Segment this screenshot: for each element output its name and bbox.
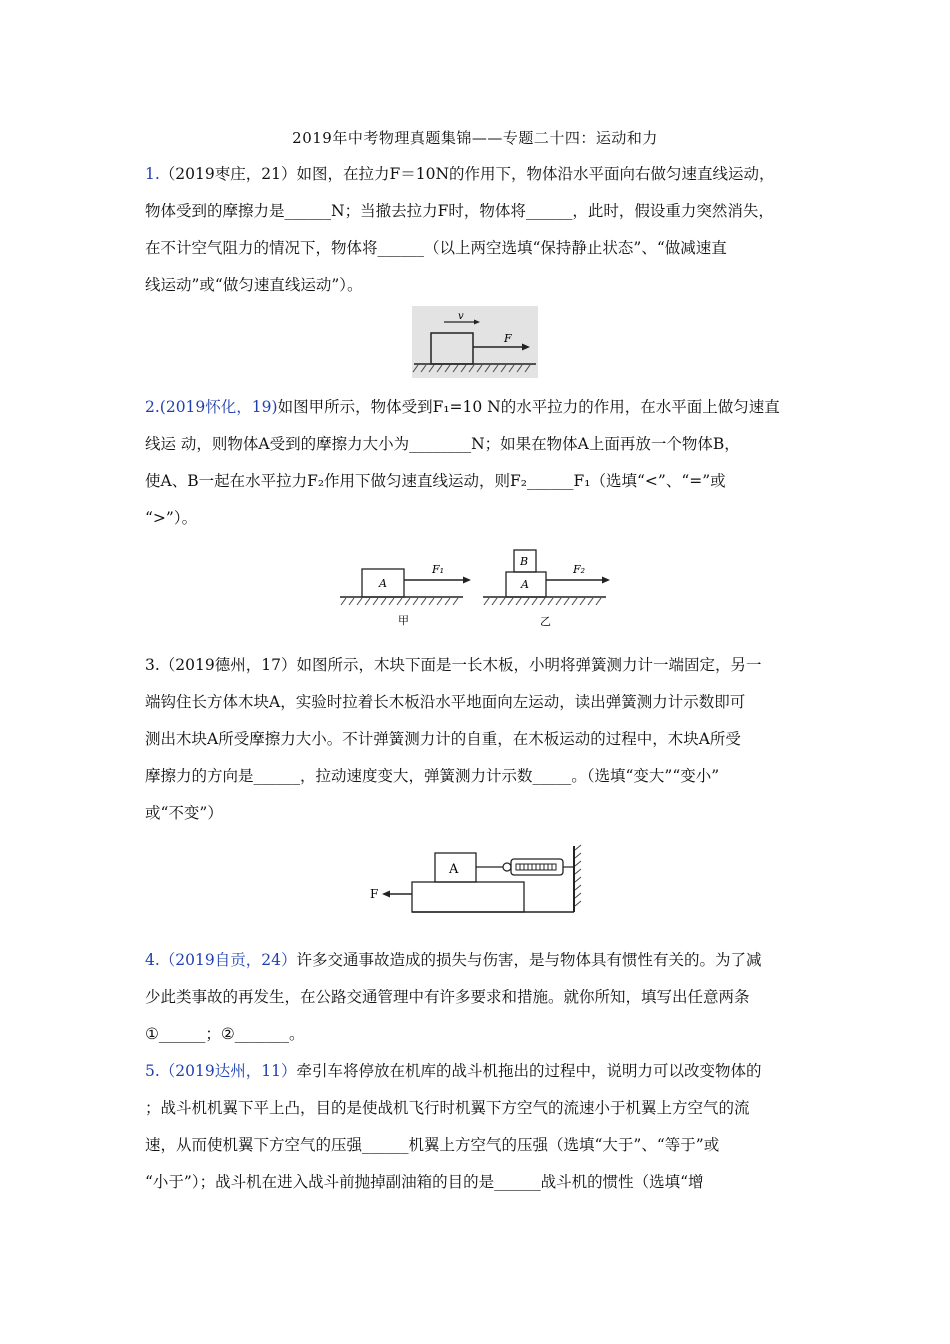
question-4-line-2: 少此类事故的再发生，在公路交通管理中有许多要求和措施。就你所知，填写出任意两条 bbox=[145, 988, 750, 1006]
question-2-line-2: 线运 动，则物体A受到的摩擦力大小为________N；如果在物体A上面再放一个物体B， bbox=[145, 435, 740, 453]
figure-2 bbox=[340, 545, 610, 630]
question-2 bbox=[145, 389, 815, 537]
question-1-line-1: （2019枣庄，21）如图，在拉力F＝10N的作用下，物体沿水平面向右做匀速直线运动， bbox=[159, 165, 775, 183]
question-4-line-3: ①______；②_______。 bbox=[145, 1025, 305, 1043]
figure-3-hook bbox=[503, 863, 511, 871]
figure-3 bbox=[368, 842, 586, 914]
figure-2-hatching-yi bbox=[484, 598, 601, 605]
figure-1-v-label: v bbox=[458, 311, 464, 322]
figure-2-f2-arrowhead bbox=[602, 577, 610, 584]
figure-2-yi-label: 乙 bbox=[540, 615, 551, 628]
question-1 bbox=[145, 156, 815, 304]
figure-2-jia-label: 甲 bbox=[398, 614, 409, 627]
figure-2-f2-label: F₂ bbox=[573, 563, 586, 576]
figure-3-board bbox=[412, 882, 524, 912]
question-3-line-2: 端钩住长方体木块A，实验时拉着长木板沿水平地面向左运动，读出弹簧测力计示数即可 bbox=[145, 693, 746, 711]
question-2-line-4: “>”）。 bbox=[145, 509, 198, 527]
question-3-line-5: 或“不变”） bbox=[145, 804, 223, 822]
figure-2-a-label-jia: A bbox=[379, 577, 387, 590]
figure-1 bbox=[412, 306, 538, 378]
question-1-line-4: 线运动”或“做匀速直线运动”）。 bbox=[145, 276, 363, 294]
figure-2-hatching-jia bbox=[341, 598, 458, 605]
question-1-line-3: 在不计空气阻力的情况下，物体将______（以上两空选填“保持静止状态”、“做减速直 bbox=[145, 239, 727, 257]
question-2-line-3: 使A、B一起在水平拉力F₂作用下做匀速直线运动，则F₂______F₁（选填“<”、“=”或 bbox=[145, 472, 726, 490]
question-5-line-1: 牵引车将停放在机库的战斗机拖出的过程中，说明力可以改变物体的 bbox=[296, 1062, 762, 1080]
question-3-line-1: 3.（2019德州，17）如图所示，木块下面是一长木板，小明将弹簧测力计一端固定，另一 bbox=[145, 656, 762, 674]
page-title: 2019年中考物理真题集锦——专题二十四：运动和力 bbox=[292, 129, 658, 147]
question-4 bbox=[145, 942, 815, 1053]
question-5 bbox=[145, 1053, 815, 1201]
figure-3-scale-ticks bbox=[520, 864, 552, 870]
figure-2-b-label: B bbox=[520, 555, 529, 568]
figure-2-f1-label: F₁ bbox=[432, 563, 445, 576]
figure-3-wall-hatching bbox=[575, 845, 581, 906]
figure-3-f-arrowhead bbox=[382, 891, 390, 898]
question-2-line-1: 如图甲所示，物体受到F₁=10 N的水平拉力的作用，在水平面上做匀速直 bbox=[277, 398, 780, 416]
figure-2-f1-arrowhead bbox=[463, 577, 471, 584]
question-2-number: 2.(2019怀化，19) bbox=[145, 398, 278, 416]
question-3-line-3: 测出木块A所受摩擦力大小。不计弹簧测力计的自重，在木板运动的过程中，木块A所受 bbox=[145, 730, 741, 748]
figure-1-f-label: F bbox=[504, 332, 512, 345]
question-5-line-2: ；战斗机机翼下平上凸，目的是使战机飞行时机翼下方空气的流速小于机翼上方空气的流 bbox=[145, 1099, 750, 1117]
question-5-line-3: 速，从而使机翼下方空气的压强______机翼上方空气的压强（选填“大于”、“等于”或 bbox=[145, 1136, 720, 1154]
question-3 bbox=[145, 647, 815, 832]
question-4-line-1: 许多交通事故造成的损失与伤害，是与物体具有惯性有关的。为了减 bbox=[296, 951, 762, 969]
figure-3-spring-scale bbox=[511, 859, 563, 875]
figure-2-a-label-yi: A bbox=[521, 578, 529, 591]
question-5-number: 5.（2019达州，11） bbox=[145, 1062, 297, 1080]
figure-3-f-label: F bbox=[370, 887, 379, 901]
question-1-line-2: 物体受到的摩擦力是______N；当撤去拉力F时，物体将______，此时，假设重力突然消失， bbox=[145, 202, 774, 220]
question-4-number: 4.（2019自贡，24） bbox=[145, 951, 297, 969]
question-3-line-4: 摩擦力的方向是______，拉动速度变大，弹簧测力计示数_____。（选填“变大”“变小” bbox=[145, 767, 720, 785]
question-1-number: 1. bbox=[145, 165, 160, 183]
figure-3-a-label: A bbox=[449, 862, 459, 877]
question-5-line-4: “小于”）；战斗机在进入战斗前抛掉副油箱的目的是______战斗机的惯性（选填“增 bbox=[145, 1173, 704, 1191]
